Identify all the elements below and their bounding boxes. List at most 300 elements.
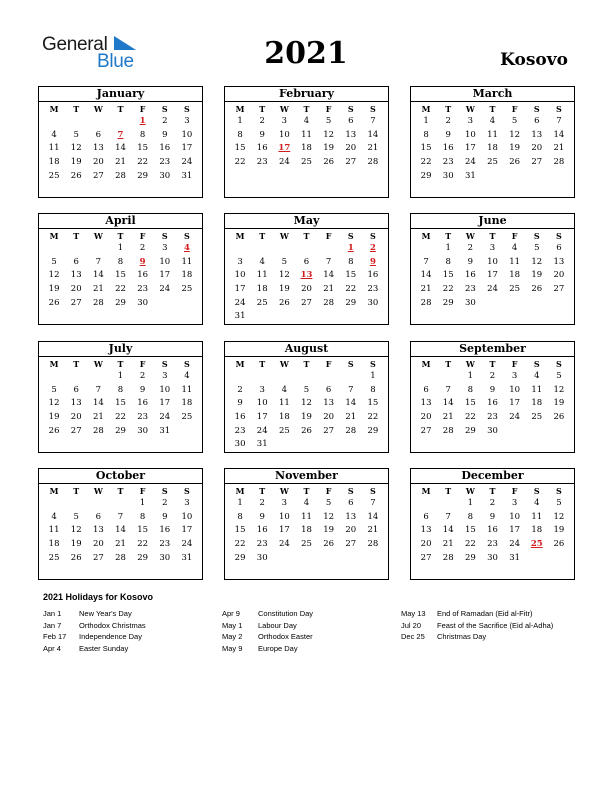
- holidays-title: 2021 Holidays for Kosovo: [43, 592, 154, 602]
- day-cell: 5: [51, 384, 57, 395]
- day-cell: 8: [348, 256, 354, 267]
- day-cell: 25: [256, 297, 268, 308]
- day-cell: 22: [234, 157, 246, 168]
- day-cell: 14: [367, 129, 379, 140]
- month-january: [38, 86, 203, 198]
- empty-cell: [437, 497, 459, 511]
- day-cell: 12: [48, 270, 60, 281]
- day-cell: 8: [370, 384, 376, 395]
- weekday-header: [225, 358, 388, 370]
- day-cell: 24: [234, 297, 246, 308]
- day-cell: 18: [487, 143, 498, 154]
- weekday-label: S: [347, 231, 354, 241]
- day-cell: 5: [73, 129, 79, 140]
- day-cell: 26: [301, 425, 312, 436]
- day-cell: 4: [303, 498, 310, 508]
- day-cell: 15: [367, 398, 379, 409]
- weekday-label: S: [347, 486, 354, 496]
- empty-cell: [251, 242, 273, 256]
- day-cell: 27: [345, 157, 357, 168]
- weekday-label: T: [445, 231, 452, 241]
- holiday-item: [222, 643, 313, 655]
- weekday-label: F: [511, 231, 518, 241]
- day-cell: 3: [281, 498, 288, 508]
- holiday-column: [222, 608, 313, 654]
- day-cell: 15: [464, 525, 476, 536]
- day-cell: 25: [48, 552, 60, 563]
- day-cell: 28: [323, 297, 335, 308]
- day-cell: 11: [181, 256, 193, 267]
- day-cell: 31: [159, 425, 171, 436]
- weekday-label: S: [370, 359, 376, 369]
- day-cell: 17: [234, 284, 246, 295]
- day-cell: 27: [420, 425, 432, 436]
- day-cell: 10: [256, 398, 268, 409]
- month-name: August: [225, 342, 388, 357]
- day-cell: 2: [139, 243, 146, 253]
- weekday-label: M: [235, 104, 245, 114]
- day-cell: 6: [556, 243, 562, 253]
- day-cell: 6: [73, 256, 79, 267]
- empty-cell: [87, 370, 109, 384]
- day-cell: 16: [159, 525, 171, 536]
- day-cell: 21: [442, 412, 454, 423]
- day-cell: 19: [48, 284, 60, 295]
- day-cell: 7: [445, 384, 451, 395]
- day-cell: 26: [509, 157, 521, 168]
- day-cell: 21: [92, 412, 104, 423]
- holiday-date: May 1: [222, 620, 243, 630]
- weekday-label: S: [161, 359, 168, 369]
- day-cell: 16: [234, 412, 246, 423]
- weekday-label: M: [421, 359, 431, 369]
- day-cell: 12: [70, 143, 82, 154]
- day-cell: 12: [48, 398, 60, 409]
- day-cell: 27: [553, 284, 565, 295]
- month-april: [38, 213, 203, 325]
- holiday-name: Feast of the Sacrifice (Eid al-Adha): [437, 620, 554, 630]
- day-cell: 18: [531, 525, 543, 536]
- day-cell: 15: [345, 270, 357, 281]
- day-cell: 18: [509, 270, 521, 281]
- weekday-label: T: [303, 486, 310, 496]
- day-cell: 24: [159, 284, 171, 295]
- empty-cell: [251, 370, 273, 384]
- day-cell: 21: [367, 143, 379, 154]
- holiday-name: Christmas Day: [437, 632, 487, 641]
- month-name: June: [411, 214, 574, 229]
- day-cell: 14: [115, 143, 126, 154]
- day-cell: 11: [278, 398, 290, 409]
- day-cell: 23: [159, 539, 171, 550]
- day-cell: 30: [487, 552, 498, 563]
- month-march: [410, 86, 575, 198]
- holiday-date: May 9: [222, 643, 243, 653]
- weekday-label: W: [93, 104, 103, 114]
- day-cell: 23: [256, 539, 268, 550]
- month-february: [224, 86, 389, 198]
- day-cell: 24: [278, 539, 290, 550]
- weekday-label: F: [325, 231, 332, 241]
- weekday-label: M: [49, 359, 59, 369]
- day-cell: 28: [553, 157, 565, 168]
- logo-text-blue: Blue: [97, 51, 134, 72]
- day-cell: 1: [237, 116, 243, 126]
- day-cell: 8: [237, 129, 243, 140]
- day-grid: [225, 497, 388, 565]
- day-cell: 15: [464, 398, 476, 409]
- country-name: Kosovo: [500, 50, 568, 70]
- weekday-label: W: [279, 486, 289, 496]
- month-may: [224, 213, 389, 325]
- day-cell: 1: [467, 371, 474, 381]
- weekday-label: F: [511, 486, 518, 496]
- weekday-header: [39, 358, 202, 370]
- weekday-header: [225, 485, 388, 497]
- day-cell: 21: [115, 539, 126, 550]
- weekday-label: W: [93, 486, 103, 496]
- month-name: January: [39, 87, 202, 102]
- day-cell: 23: [464, 284, 476, 295]
- holiday-date: May 13: [401, 609, 426, 618]
- day-cell: 8: [237, 511, 243, 522]
- empty-cell: [415, 370, 437, 384]
- day-grid: [39, 497, 202, 565]
- empty-cell: [109, 115, 131, 129]
- holiday-date: Jul 20: [401, 620, 422, 630]
- day-cell: 24: [256, 425, 268, 436]
- holiday-item: [401, 620, 553, 632]
- day-cell: 22: [442, 284, 454, 295]
- day-cell: 9: [445, 129, 451, 140]
- day-cell: 4: [281, 384, 288, 395]
- weekday-label: F: [325, 359, 332, 369]
- day-cell: 3: [511, 498, 518, 508]
- weekday-label: M: [421, 104, 431, 114]
- day-cell: 27: [92, 552, 104, 563]
- holiday-column: [43, 608, 146, 654]
- day-cell: 29: [115, 297, 126, 308]
- day-cell: 29: [442, 297, 454, 308]
- day-cell: 5: [303, 384, 310, 395]
- weekday-label: T: [445, 359, 452, 369]
- day-cell: 10: [464, 129, 476, 140]
- day-cell: 4: [51, 129, 57, 140]
- day-cell: 14: [115, 525, 126, 536]
- day-cell: 17: [159, 398, 171, 409]
- holiday-day-cell: 1: [139, 116, 146, 126]
- day-cell: 17: [159, 270, 171, 281]
- day-cell: 18: [531, 398, 543, 409]
- day-cell: 8: [423, 129, 429, 140]
- day-cell: 28: [92, 425, 104, 436]
- day-cell: 11: [301, 511, 312, 522]
- day-cell: 7: [117, 511, 124, 522]
- day-cell: 14: [345, 398, 357, 409]
- day-cell: 6: [423, 511, 429, 522]
- day-cell: 30: [159, 170, 171, 181]
- day-cell: 21: [420, 284, 432, 295]
- weekday-header: [411, 485, 574, 497]
- day-cell: 2: [162, 116, 168, 126]
- month-november: [224, 468, 389, 580]
- day-cell: 10: [278, 511, 290, 522]
- day-cell: 6: [73, 384, 79, 395]
- day-cell: 1: [445, 243, 451, 253]
- day-cell: 28: [367, 539, 379, 550]
- day-cell: 7: [348, 384, 354, 395]
- day-cell: 5: [511, 116, 518, 126]
- day-cell: 9: [259, 129, 265, 140]
- holiday-item: [401, 608, 553, 620]
- day-cell: 18: [256, 284, 268, 295]
- empty-cell: [229, 370, 251, 384]
- holiday-day-cell: 13: [300, 270, 313, 281]
- empty-cell: [65, 370, 87, 384]
- day-cell: 24: [487, 284, 498, 295]
- day-cell: 31: [256, 439, 268, 450]
- holiday-date: Jan 1: [43, 609, 62, 618]
- month-name: May: [225, 214, 388, 229]
- weekday-label: S: [370, 231, 376, 241]
- day-cell: 15: [234, 525, 246, 536]
- weekday-label: W: [279, 231, 289, 241]
- day-cell: 14: [92, 398, 104, 409]
- day-cell: 29: [115, 425, 126, 436]
- holiday-column: [401, 608, 553, 643]
- day-cell: 18: [181, 270, 193, 281]
- day-cell: 13: [553, 256, 565, 267]
- day-cell: 22: [420, 157, 432, 168]
- weekday-header: [225, 103, 388, 115]
- day-cell: 29: [137, 552, 149, 563]
- day-cell: 12: [323, 129, 335, 140]
- day-cell: 1: [117, 243, 124, 253]
- holiday-day-cell: 17: [278, 143, 291, 154]
- day-cell: 28: [367, 157, 379, 168]
- weekday-label: S: [370, 104, 376, 114]
- day-cell: 18: [301, 525, 312, 536]
- day-grid: [225, 370, 388, 452]
- weekday-label: M: [49, 231, 59, 241]
- day-cell: 23: [137, 284, 149, 295]
- month-name: September: [411, 342, 574, 357]
- month-october: [38, 468, 203, 580]
- weekday-label: S: [556, 104, 562, 114]
- day-cell: 8: [117, 256, 124, 267]
- day-cell: 29: [464, 552, 476, 563]
- day-cell: 26: [323, 539, 335, 550]
- day-cell: 10: [181, 129, 193, 140]
- day-cell: 17: [278, 525, 290, 536]
- day-cell: 20: [70, 284, 82, 295]
- holiday-item: [222, 631, 313, 643]
- holiday-day-cell: 9: [369, 256, 376, 267]
- day-cell: 8: [139, 511, 146, 522]
- day-cell: 4: [489, 116, 496, 126]
- day-cell: 10: [159, 384, 171, 395]
- day-cell: 21: [345, 412, 357, 423]
- weekday-header: [411, 230, 574, 242]
- day-grid: [411, 497, 574, 565]
- day-cell: 26: [531, 284, 543, 295]
- day-cell: 26: [553, 539, 565, 550]
- weekday-label: M: [421, 231, 431, 241]
- weekday-label: F: [139, 231, 146, 241]
- empty-cell: [415, 242, 437, 256]
- day-cell: 19: [553, 398, 565, 409]
- day-cell: 9: [489, 511, 496, 522]
- holiday-day-cell: 2: [369, 243, 376, 253]
- month-september: [410, 341, 575, 453]
- day-cell: 20: [70, 412, 82, 423]
- holiday-name: Labour Day: [258, 620, 297, 630]
- weekday-label: S: [184, 231, 190, 241]
- weekday-label: S: [533, 359, 540, 369]
- day-cell: 11: [509, 256, 521, 267]
- day-cell: 2: [259, 498, 265, 508]
- day-cell: 6: [325, 384, 332, 395]
- day-cell: 22: [115, 284, 126, 295]
- day-cell: 29: [234, 552, 246, 563]
- weekday-header: [411, 103, 574, 115]
- day-cell: 4: [534, 498, 540, 508]
- day-cell: 15: [137, 143, 149, 154]
- day-cell: 20: [301, 284, 312, 295]
- weekday-label: F: [139, 104, 146, 114]
- day-cell: 9: [162, 511, 168, 522]
- day-grid: [411, 115, 574, 183]
- day-cell: 13: [420, 398, 432, 409]
- weekday-label: S: [347, 104, 354, 114]
- day-cell: 6: [423, 384, 429, 395]
- weekday-label: F: [511, 359, 518, 369]
- day-cell: 12: [553, 511, 565, 522]
- weekday-header: [39, 230, 202, 242]
- day-cell: 25: [301, 539, 312, 550]
- day-cell: 20: [531, 143, 543, 154]
- day-cell: 13: [531, 129, 543, 140]
- day-cell: 27: [345, 539, 357, 550]
- day-cell: 27: [301, 297, 312, 308]
- day-cell: 31: [464, 170, 476, 181]
- day-cell: 4: [511, 243, 518, 253]
- holiday-name: Constitution Day: [258, 609, 314, 618]
- day-cell: 26: [48, 425, 60, 436]
- month-august: [224, 341, 389, 453]
- day-cell: 19: [509, 143, 521, 154]
- day-cell: 20: [92, 157, 104, 168]
- day-cell: 14: [442, 398, 454, 409]
- day-cell: 2: [259, 116, 265, 126]
- day-cell: 29: [420, 170, 432, 181]
- day-cell: 1: [139, 498, 146, 508]
- day-cell: 14: [367, 511, 379, 522]
- day-cell: 9: [467, 256, 474, 267]
- day-cell: 30: [487, 425, 498, 436]
- weekday-label: S: [370, 486, 376, 496]
- day-cell: 6: [95, 511, 102, 522]
- month-december: [410, 468, 575, 580]
- day-grid: [39, 370, 202, 438]
- day-cell: 14: [420, 270, 432, 281]
- day-cell: 28: [420, 297, 432, 308]
- day-cell: 3: [237, 256, 243, 267]
- day-cell: 24: [181, 157, 193, 168]
- empty-cell: [43, 115, 65, 129]
- weekday-label: T: [303, 104, 310, 114]
- page-title-year: 2021: [264, 36, 348, 71]
- day-cell: 23: [159, 157, 171, 168]
- day-cell: 20: [553, 270, 565, 281]
- day-cell: 10: [278, 129, 290, 140]
- holiday-day-cell: 1: [347, 243, 354, 253]
- day-cell: 8: [139, 129, 146, 140]
- weekday-label: M: [421, 486, 431, 496]
- weekday-label: W: [279, 104, 289, 114]
- weekday-label: W: [93, 359, 103, 369]
- holiday-item: [43, 608, 146, 620]
- day-cell: 24: [509, 412, 521, 423]
- weekday-label: F: [511, 104, 518, 114]
- day-cell: 20: [323, 412, 335, 423]
- empty-cell: [109, 497, 131, 511]
- holiday-name: Easter Sunday: [79, 643, 129, 653]
- empty-cell: [340, 370, 362, 384]
- day-cell: 22: [464, 412, 476, 423]
- day-cell: 16: [137, 270, 149, 281]
- day-cell: 24: [278, 157, 290, 168]
- day-cell: 19: [48, 412, 60, 423]
- day-cell: 30: [159, 552, 171, 563]
- day-cell: 3: [184, 498, 190, 508]
- day-cell: 24: [509, 539, 521, 550]
- day-cell: 9: [139, 384, 146, 395]
- day-cell: 13: [420, 525, 432, 536]
- day-cell: 7: [370, 116, 376, 126]
- day-cell: 25: [301, 157, 312, 168]
- weekday-label: T: [73, 104, 80, 114]
- day-cell: 21: [115, 157, 126, 168]
- day-cell: 4: [259, 256, 265, 267]
- holiday-day-cell: 9: [139, 256, 146, 267]
- day-grid: [411, 242, 574, 310]
- holiday-date: Apr 9: [222, 609, 240, 618]
- day-cell: 2: [467, 243, 474, 253]
- day-cell: 2: [489, 498, 496, 508]
- weekday-label: S: [184, 104, 190, 114]
- day-cell: 3: [162, 243, 168, 253]
- day-cell: 19: [278, 284, 290, 295]
- day-cell: 14: [323, 270, 335, 281]
- day-cell: 2: [162, 498, 168, 508]
- weekday-label: T: [303, 359, 310, 369]
- day-cell: 5: [556, 498, 562, 508]
- day-cell: 12: [509, 129, 521, 140]
- day-cell: 3: [511, 371, 518, 381]
- empty-cell: [415, 497, 437, 511]
- logo-text-general: General: [42, 34, 108, 55]
- day-cell: 23: [442, 157, 454, 168]
- day-cell: 9: [259, 511, 265, 522]
- weekday-label: S: [161, 231, 168, 241]
- day-cell: 20: [345, 525, 357, 536]
- day-cell: 15: [234, 143, 246, 154]
- day-cell: 26: [70, 552, 82, 563]
- day-cell: 7: [556, 116, 562, 126]
- day-cell: 6: [303, 256, 310, 267]
- weekday-label: S: [533, 486, 540, 496]
